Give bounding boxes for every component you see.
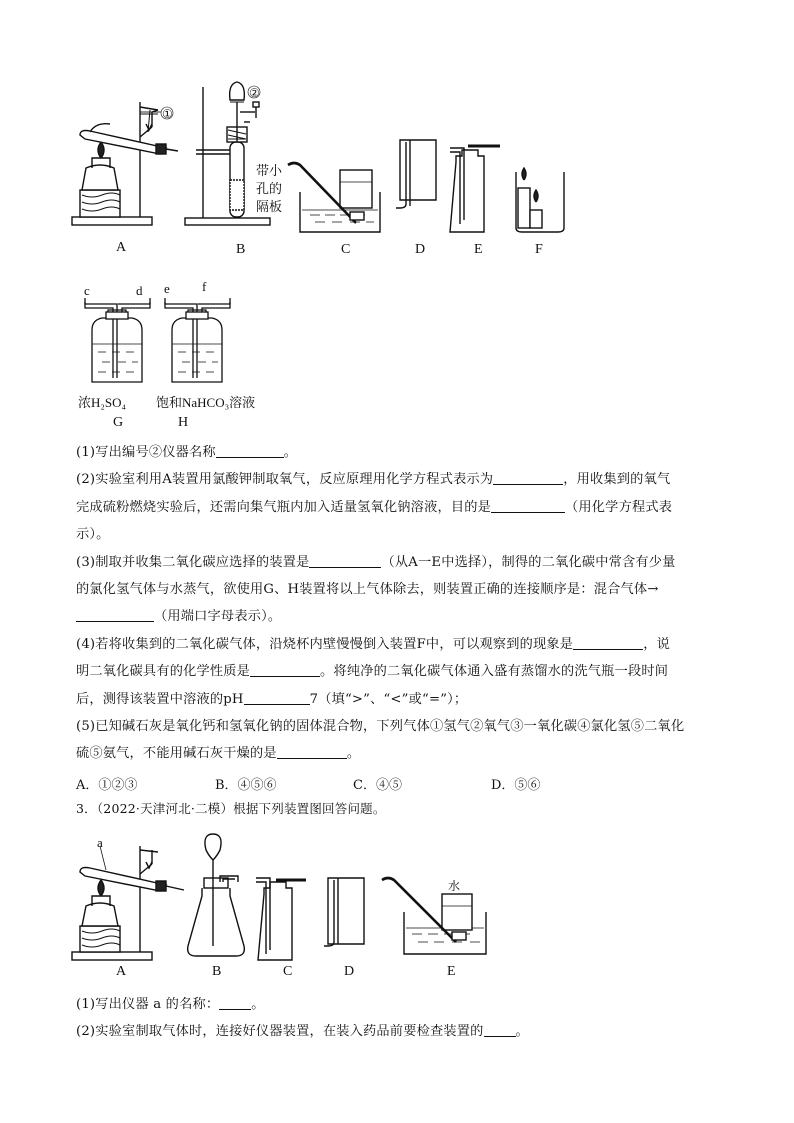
label-e: E: [474, 242, 483, 257]
apparatus-f: [516, 168, 564, 232]
q3-label-a-instrument: a: [97, 835, 103, 850]
q3-label-d: D: [344, 964, 355, 979]
partition-label-line3: 隔板: [256, 200, 283, 215]
apparatus-figure-2: [80, 282, 230, 392]
q3-label-c: C: [283, 964, 293, 979]
q2-blank4[interactable]: [309, 553, 381, 568]
partition-label-line1: 带小: [256, 164, 283, 179]
g-liquid-label: 浓H₂SO₄: [78, 395, 127, 410]
q2-blank8[interactable]: [244, 690, 310, 705]
apparatus-e: [450, 146, 500, 232]
label-a: A: [116, 240, 127, 255]
q2-blank3[interactable]: [491, 498, 565, 513]
option-d[interactable]: D．⑤⑥: [491, 778, 541, 793]
label-d: D: [415, 242, 426, 257]
q3-label-a: A: [116, 964, 127, 979]
q3-heading: 3．（2022·天津河北·二模）根据下列装置图回答问题。: [76, 801, 386, 816]
q3-part2: (2)实验室制取气体时，连接好仪器装置，在装入药品前要检查装置的 。: [76, 1024, 529, 1039]
q2-blank6[interactable]: [573, 635, 643, 650]
port-d: d: [136, 283, 143, 298]
q2-part3-line2: 的氯化氢气体与水蒸气，欲使用G、H装置将以上气体除去，则装置正确的连接顺序是：混合气体→: [76, 582, 659, 597]
q2-part3-line1: (3)制取并收集二氧化碳应选择的装置是 （从A一E中选择），制得的二氧化碳中常含有少量: [76, 555, 676, 570]
partition-label-line2: 孔的: [256, 182, 283, 197]
port-e: e: [164, 281, 170, 296]
q2-blank5[interactable]: [76, 607, 154, 622]
h-liquid-label: 饱和NaHCO₃溶液: [156, 395, 256, 410]
q2-part3-line3: （用端口字母表示）。: [76, 603, 726, 630]
q2-part4-line2: 明二氧化碳具有的化学性质是 。将纯净的二氧化碳气体通入盛有蒸馏水的洗气瓶一段时间: [76, 664, 669, 679]
q2-part2-line3: 示）。: [76, 527, 110, 542]
apparatus-g: [85, 298, 150, 382]
q2-part5-line1: (5)已知碱石灰是氧化钙和氢氧化钠的固体混合物，下列气体①氢气②氧气③一氧化碳④氯化氢⑤二氧化: [76, 719, 685, 734]
circle-1-label: ①: [162, 107, 173, 121]
apparatus-3b: [188, 834, 245, 956]
q2-blank9[interactable]: [277, 744, 347, 759]
q2-part2-line2: 完成硫粉燃烧实验后，还需向集气瓶内加入适量氢氧化钠溶液，目的是 （用化学方程式表: [76, 500, 673, 515]
q2-blank7[interactable]: [250, 662, 320, 677]
label-h: H: [178, 415, 189, 430]
q2-part1: (1)写出编号②仪器名称 。: [76, 445, 298, 460]
apparatus-c: [288, 163, 380, 232]
label-g: G: [113, 415, 124, 430]
apparatus-3a: [72, 846, 184, 960]
q2-blank1[interactable]: [216, 443, 284, 458]
q3-part1: (1)写出仪器 a 的名称： 。: [76, 997, 265, 1012]
apparatus-figure-1: [70, 82, 570, 242]
circle-2-label: ②: [249, 86, 260, 100]
option-c[interactable]: C．④⑤: [353, 778, 402, 793]
q3-label-b: B: [212, 964, 222, 979]
apparatus-3e: [382, 878, 486, 954]
label-c: C: [341, 242, 351, 257]
q2-part2-line1: (2)实验室利用A装置用氯酸钾制取氧气，反应原理用化学方程式表示为 ，用收集到的氧气: [76, 472, 671, 487]
q2-part4-line3: 后，测得该装置中溶液的pH 7（填“>”、“<”或“=”）；: [76, 692, 468, 707]
q3-blank2[interactable]: [484, 1022, 516, 1037]
apparatus-h: [165, 298, 230, 382]
q2-part5-line2: 硫⑤氨气，不能用碱石灰干燥的是 。: [76, 746, 361, 761]
q3-blank1[interactable]: [219, 995, 251, 1010]
q2-blank2[interactable]: [493, 470, 563, 485]
option-b[interactable]: B．④⑤⑥: [215, 778, 277, 793]
port-f: f: [202, 279, 207, 294]
apparatus-d: [396, 140, 436, 208]
label-b: B: [236, 242, 246, 257]
label-f: F: [535, 242, 543, 257]
apparatus-3d: [324, 878, 364, 946]
q3-label-e: E: [447, 964, 456, 979]
q3-water-label: 水: [448, 879, 461, 893]
port-c: c: [84, 283, 90, 298]
apparatus-figure-3: [70, 834, 490, 966]
option-a[interactable]: A．①②③: [76, 778, 138, 793]
apparatus-3c: [256, 878, 306, 960]
q2-part4-line1: (4)若将收集到的二氧化碳气体，沿烧杯内壁慢慢倒入装置F中，可以观察到的现象是 ，说: [76, 637, 670, 652]
